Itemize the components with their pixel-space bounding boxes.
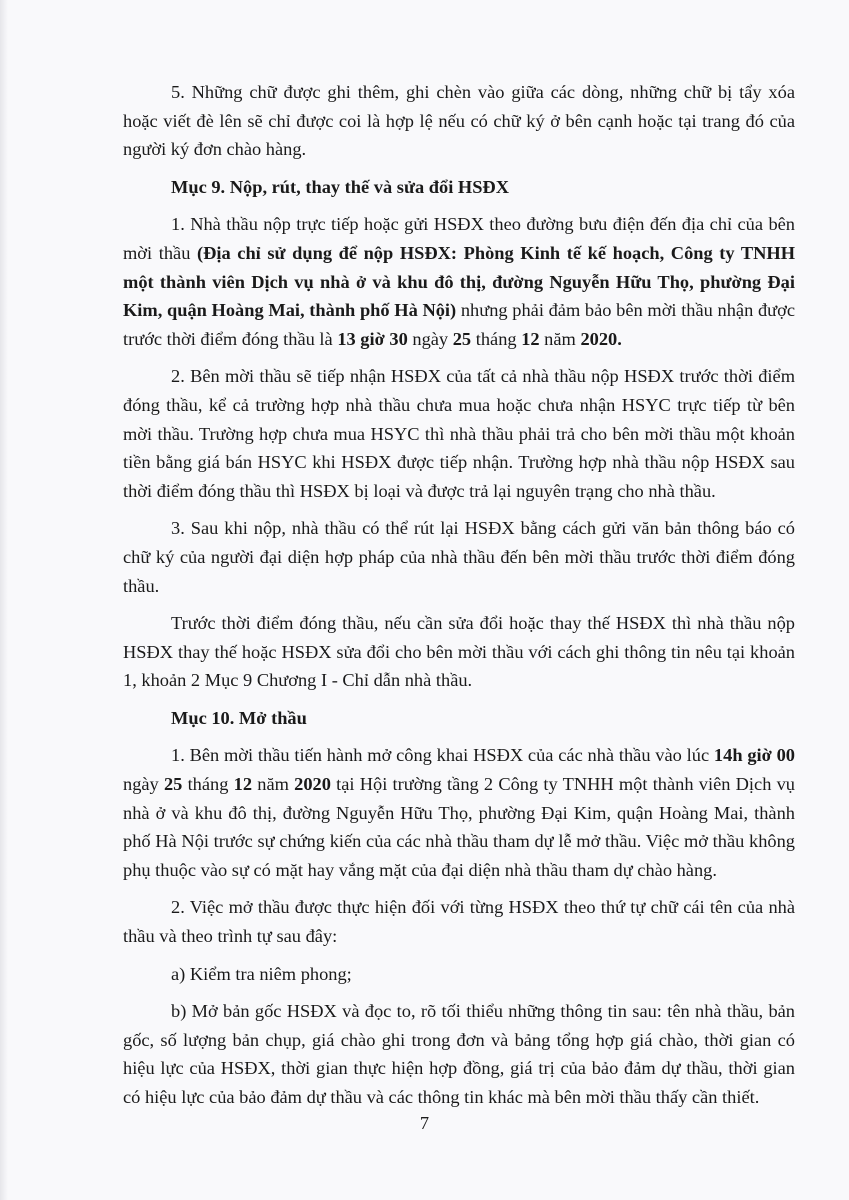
text-run: nhưng phải đảm bảo bên mời thầu nhận được trước thời điểm đóng thầu là	[123, 300, 796, 349]
text-run: 1. Nhà thầu nộp trực tiếp hoặc gửi HSĐX theo đường bưu điện đến địa chỉ của bên mời thầu	[123, 214, 795, 263]
section-10-item-2: 2. Việc mở thầu được thực hiện đối với từng HSĐX theo thứ tự chữ cái tên của nhà thầu và theo trình tự sau đây:	[123, 897, 795, 947]
section-9-item-1	[123, 210, 795, 353]
section-9-item-3: 3. Sau khi nộp, nhà thầu có thể rút lại HSĐX bằng cách gửi văn bản thông báo có chữ ký của người đại diện hợp pháp của nhà thầu đến bên mời thầu trước thời điểm đóng thầu.	[123, 518, 795, 596]
deadline-month: 12	[521, 328, 540, 349]
deadline-day: 25	[452, 328, 472, 349]
document-body	[123, 78, 795, 1121]
opening-month: 12	[233, 774, 253, 795]
item-5-paragraph: 5. Những chữ được ghi thêm, ghi chèn vào giữa các dòng, những chữ bị tẩy xóa hoặc viết đè lên sẽ chỉ được coi là hợp lệ nếu có chữ ký ở bên cạnh hoặc tại trang đó của người ký đơn chào hàng.	[123, 82, 795, 160]
section-9-item-3-continued: Trước thời điểm đóng thầu, nếu cần sửa đổi hoặc thay thế HSĐX thì nhà thầu nộp HSĐX thay thế hoặc HSĐX sửa đổi cho bên mời thầu với cách ghi thông tin nêu tại khoản 1, khoản 2 Mục 9 Chương I - Chỉ dẫn nhà thầu.	[123, 613, 795, 691]
text-run: tại Hội trường tầng 2 Công ty TNHH một thành viên Dịch vụ nhà ở và khu đô thị, đường Nguyễn Hữu Thọ, phường Đại Kim, quận Hoàng Mai, thành phố Hà Nội trước sự chứng kiến của các nhà thầu tham dự lễ mở thầu. Việc mở thầu không phụ thuộc vào sự có mặt hay vắng mặt của đại diện nhà thầu tham dự chào hàng.	[123, 774, 795, 880]
section-10-item-2a: a) Kiểm tra niêm phong;	[171, 963, 352, 984]
text-run: 1. Bên mời thầu tiến hành mở công khai HSĐX của các nhà thầu vào lúc	[171, 745, 714, 766]
opening-year: 2020	[294, 774, 331, 795]
text-run: tháng	[471, 328, 522, 349]
submission-address: (Địa chỉ sử dụng để nộp HSĐX: Phòng Kinh tế kế hoạch, Công ty TNHH một thành viên Dịch vụ nhà ở và khu đô thị, đường Nguyễn Hữu Thọ, phường Đại Kim, quận Hoàng Mai, thành phố Hà Nội)	[123, 242, 795, 321]
text-run: năm	[252, 774, 295, 795]
section-9-item-2: 2. Bên mời thầu sẽ tiếp nhận HSĐX của tất cả nhà thầu nộp HSĐX trước thời điểm đóng thầu, kể cả trường hợp nhà thầu chưa mua hoặc chưa nhận HSYC trực tiếp từ bên mời thầu. Trường hợp chưa mua HSYC thì nhà thầu phải trả cho bên mời thầu một khoản tiền bằng giá bán HSYC khi HSĐX được tiếp nhận. Trường hợp nhà thầu nộp HSĐX sau thời điểm đóng thầu thì HSĐX bị loại và được trả lại nguyên trạng cho nhà thầu.	[123, 366, 795, 501]
deadline-year: 2020.	[580, 328, 622, 349]
section-10-item-2b: b) Mở bản gốc HSĐX và đọc to, rõ tối thiểu những thông tin sau: tên nhà thầu, bản gốc, số lượng bản chụp, giá chào ghi trong đơn và bảng tổng hợp giá chào, thời gian có hiệu lực của HSĐX, thời gian thực hiện hợp đồng, giá trị của bảo đảm dự thầu, thời gian có hiệu lực của bảo đảm dự thầu và các thông tin khác mà bên mời thầu thấy cần thiết.	[123, 1001, 795, 1107]
text-run: tháng	[182, 774, 234, 795]
opening-day: 25	[163, 774, 183, 795]
deadline-time: 13 giờ 30	[337, 328, 408, 349]
text-run: ngày	[123, 774, 164, 795]
text-run: ngày	[407, 328, 453, 349]
text-run: năm	[539, 328, 581, 349]
opening-time: 14h giờ 00	[713, 745, 795, 766]
section-10-item-1	[123, 741, 795, 884]
page-number: 7	[419, 1113, 430, 1133]
section-9-heading: Mục 9. Nộp, rút, thay thế và sửa đổi HSĐX	[171, 176, 509, 197]
section-10-heading: Mục 10. Mở thầu	[171, 707, 307, 728]
